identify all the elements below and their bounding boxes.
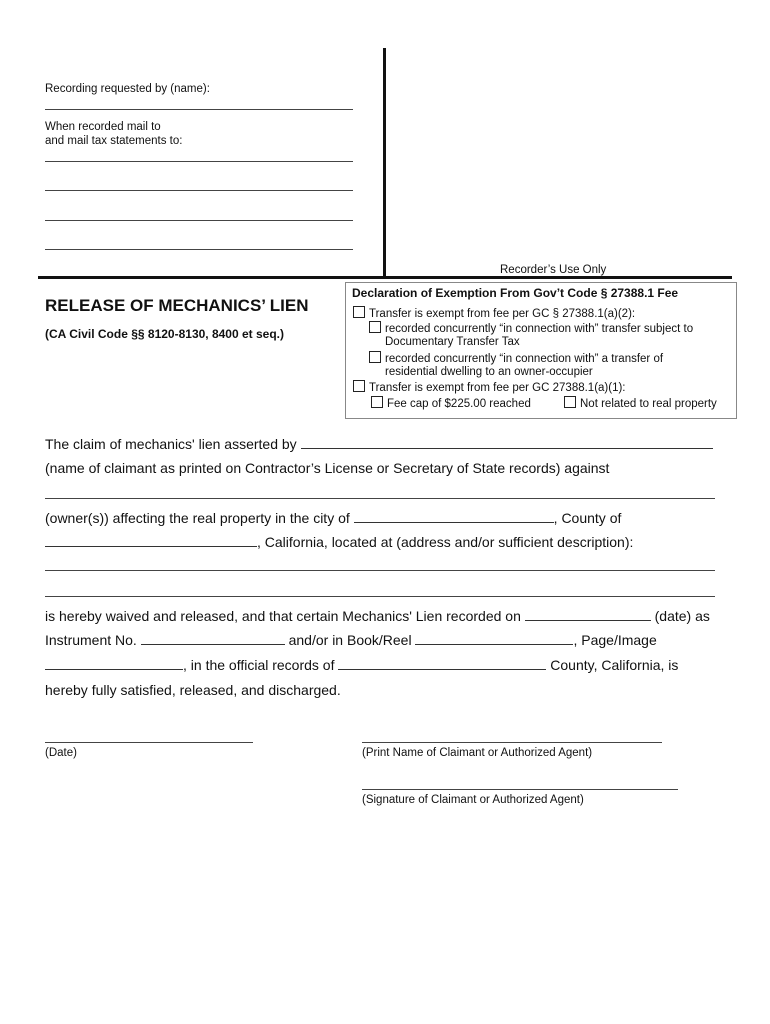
date-signature-line[interactable] (45, 742, 253, 743)
exempt-a2-row (353, 306, 635, 321)
mail-address-line-1[interactable] (45, 161, 353, 162)
concurrent-dtt-label-2: Documentary Transfer Tax (385, 336, 520, 348)
owner-affecting-text: (owner(s)) affecting the real property in the city of (45, 510, 350, 526)
signature-label: (Signature of Claimant or Authorized Agent) (362, 794, 584, 806)
concurrent-dtt-label: recorded concurrently “in connection with” transfer subject to (385, 323, 694, 335)
not-related-label: Not related to real property (580, 398, 717, 410)
document-subtitle: (CA Civil Code §§ 8120-8130, 8400 et seq.) (45, 327, 285, 341)
owner-occupier-row (369, 351, 663, 366)
date-label: (Date) (45, 747, 77, 759)
instrument-no-blank[interactable] (141, 632, 285, 645)
exempt-a1-row (353, 380, 626, 395)
recorded-date-blank[interactable] (525, 608, 651, 621)
claimant-name-blank[interactable] (301, 436, 713, 449)
recording-requested-label: Recording requested by (name): (45, 83, 210, 95)
date-as-text: (date) as (654, 608, 710, 624)
not-related-checkbox[interactable] (564, 396, 576, 408)
owner-occupier-label: recorded concurrently “in connection with” a transfer of (385, 353, 664, 365)
california-located-text: , California, located at (address and/or sufficient description): (257, 534, 634, 550)
book-reel-blank[interactable] (415, 632, 573, 645)
mail-address-line-4[interactable] (45, 249, 353, 250)
city-blank[interactable] (354, 510, 554, 523)
body-line-2: (name of claimant as printed on Contractor’s License or Secretary of State records) against (45, 460, 610, 476)
body-line-10 (45, 657, 678, 674)
recorders-use-label: Recorder’s Use Only (500, 264, 607, 276)
concurrent-dtt-checkbox[interactable] (369, 321, 381, 333)
exempt-a2-label: Transfer is exempt from fee per GC § 27388.1(a)(2): (369, 308, 636, 320)
owner-name-blank[interactable] (45, 498, 715, 499)
fee-cap-row (371, 396, 531, 411)
exempt-a1-label: Transfer is exempt from fee per GC 27388.1(a)(1): (369, 382, 626, 394)
county-california-text: County, California, is (550, 657, 679, 673)
body-line-1 (45, 436, 713, 453)
fee-cap-checkbox[interactable] (371, 396, 383, 408)
concurrent-dtt-row (369, 321, 693, 336)
page-image-blank[interactable] (45, 657, 183, 670)
document-title: RELEASE OF MECHANICS’ LIEN (45, 296, 309, 315)
waived-released-text: is hereby waived and released, and that certain Mechanics' Lien recorded on (45, 608, 521, 624)
owner-occupier-label-2: residential dwelling to an owner-occupier (385, 366, 593, 378)
exemption-heading: Declaration of Exemption From Gov’t Code § 27388.1 Fee (352, 286, 679, 300)
records-county-blank[interactable] (338, 657, 546, 670)
body-line-8 (45, 608, 710, 625)
mail-to-label-1: When recorded mail to (45, 121, 161, 133)
county-of-text: , County of (553, 510, 622, 526)
body-line-5 (45, 534, 633, 551)
instrument-no-text: Instrument No. (45, 632, 137, 648)
exempt-a2-checkbox[interactable] (353, 306, 365, 318)
owner-occupier-checkbox[interactable] (369, 351, 381, 363)
print-name-label: (Print Name of Claimant or Authorized Agent) (362, 747, 593, 759)
book-reel-text: and/or in Book/Reel (288, 632, 412, 648)
not-related-row (564, 396, 717, 411)
official-records-text: , in the official records of (183, 657, 335, 673)
property-description-blank-1[interactable] (45, 570, 715, 571)
mail-address-line-3[interactable] (45, 220, 353, 221)
mail-address-line-2[interactable] (45, 190, 353, 191)
claim-asserted-text: The claim of mechanics' lien asserted by (45, 436, 297, 452)
body-line-4 (45, 510, 621, 527)
body-line-11: hereby fully satisfied, released, and discharged. (45, 682, 341, 698)
header-vertical-divider (383, 48, 386, 278)
county-blank[interactable] (45, 534, 257, 547)
signature-line[interactable] (362, 789, 678, 790)
mail-to-label-2: and mail tax statements to: (45, 135, 183, 147)
page-image-text: , Page/Image (573, 632, 657, 648)
fee-cap-label: Fee cap of $225.00 reached (387, 398, 531, 410)
requested-by-name-line[interactable] (45, 109, 353, 110)
header-horizontal-divider (38, 276, 732, 279)
print-name-line[interactable] (362, 742, 662, 743)
exempt-a1-checkbox[interactable] (353, 380, 365, 392)
property-description-blank-2[interactable] (45, 596, 715, 597)
body-line-9 (45, 632, 657, 649)
